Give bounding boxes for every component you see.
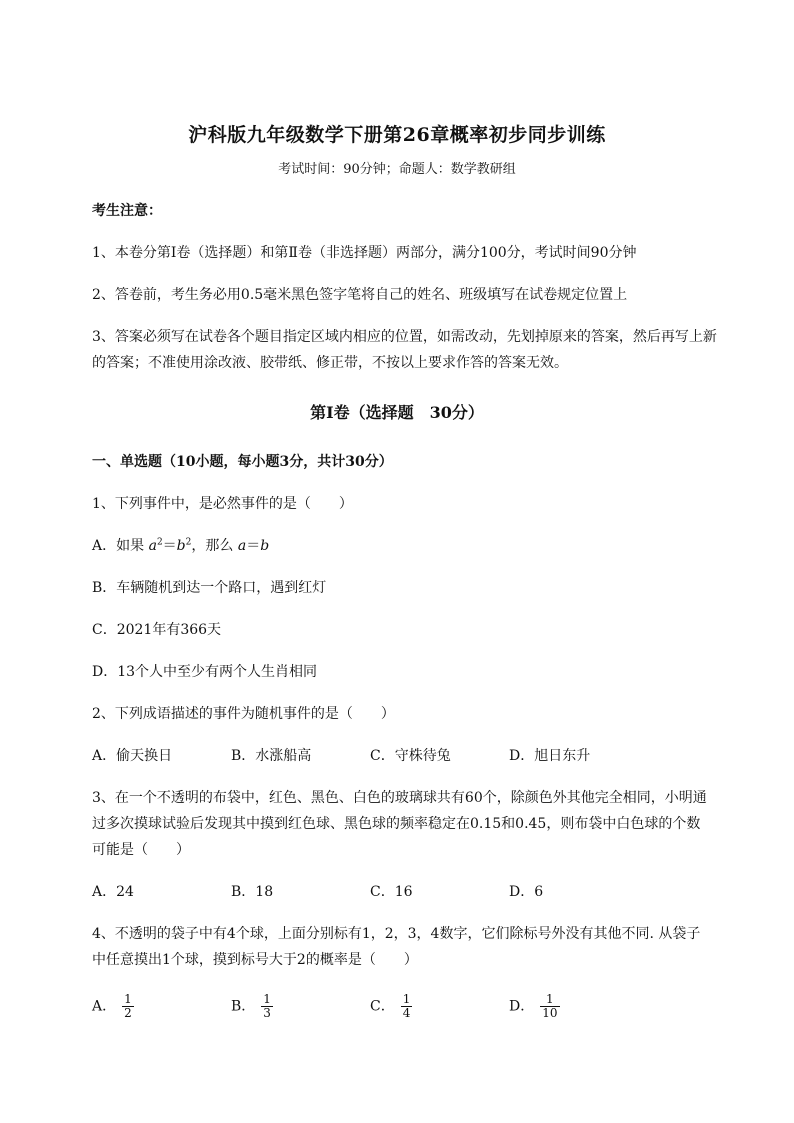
question-1-stem: 1、下列事件中，是必然事件的是（ ） (92, 496, 353, 512)
notice-heading: 考生注意： (92, 203, 162, 219)
fraction-numerator: 1 (263, 992, 271, 1006)
fraction-numerator: 1 (124, 992, 132, 1006)
question-3-stem-line-1: 3、在一个不透明的布袋中，红色、黑色、白色的玻璃球共有60个，除颜色外其他完全相同，小明通 (92, 790, 707, 806)
question-3-stem-line-3: 可能是（ ） (92, 842, 190, 858)
math-var: a (237, 538, 247, 554)
question-4-option-a (92, 993, 134, 1020)
question-3-option-b: B．18 (231, 884, 274, 900)
fraction (401, 993, 413, 1020)
notice-item-3-cont: 的答案；不准使用涂改液、胶带纸、修正带，不按以上要求作答的答案无效。 (92, 355, 568, 371)
fraction-denominator: 2 (124, 1006, 132, 1021)
math-sup: 2 (156, 537, 163, 548)
question-3-option-c: C．16 (370, 884, 413, 900)
option-label: B． (231, 998, 256, 1015)
math-var: b (260, 538, 270, 554)
question-1-option-c: C．2021年有366天 (92, 622, 222, 638)
math-var: a (148, 538, 157, 554)
question-4-option-b (231, 993, 273, 1020)
section-title: 第I卷（选择题 30分） (310, 403, 484, 422)
option-label: D． (509, 998, 535, 1015)
question-1-option-d: D．13个人中至少有两个人生肖相同 (92, 664, 318, 680)
question-3-option-d: D．6 (509, 884, 544, 900)
fraction (261, 993, 273, 1020)
math-sup: 2 (185, 537, 192, 548)
fraction-denominator: 10 (542, 1006, 558, 1021)
fraction-denominator: 3 (263, 1006, 271, 1021)
notice-item-3: 3、答案必须写在试卷各个题目指定区域内相应的位置，如需改动，先划掉原来的答案，然后再写上新 (92, 329, 717, 345)
fraction-numerator: 1 (546, 992, 554, 1006)
question-4-option-c (370, 993, 412, 1020)
question-2-stem: 2、下列成语描述的事件为随机事件的是（ ） (92, 706, 395, 722)
math-var: b (176, 538, 186, 554)
notice-item-1: 1、本卷分第I卷（选择题）和第Ⅱ卷（非选择题）两部分，满分100分，考试时间90分钟 (92, 245, 637, 261)
question-2-option-b: B．水涨船高 (231, 748, 312, 764)
fraction (540, 993, 559, 1020)
question-2-option-c: C．守株待兔 (370, 748, 451, 764)
question-3-stem-line-2: 过多次摸球试验后发现其中摸到红色球、黑色球的频率稳定在0.15和0.45，则布袋中白色球的个数 (92, 816, 701, 832)
question-3-option-a: A．24 (92, 884, 134, 900)
fraction-denominator: 4 (402, 1006, 411, 1021)
page-title: 沪科版九年级数学下册第26章概率初步同步训练 (188, 124, 606, 146)
question-1-option-b: B．车辆随机到达一个路口，遇到红灯 (92, 580, 327, 596)
notice-item-2: 2、答卷前，考生务必用0.5毫米黑色签字笔将自己的姓名、班级填写在试卷规定位置上 (92, 287, 628, 303)
question-4-stem-line-1: 4、不透明的袋子中有4个球，上面分别标有1，2，3，4数字，它们除标号外没有其他不同. 从袋子 (92, 926, 701, 942)
option-label: C． (370, 998, 395, 1015)
question-2-option-a: A．偷天换日 (92, 748, 173, 764)
part-heading: 一、单选题（10小题，每小题3分，共计30分） (92, 454, 393, 470)
question-1-option-a (92, 535, 269, 555)
fraction (122, 993, 134, 1020)
math-eq: ＝ (246, 538, 261, 554)
fraction-numerator: 1 (402, 992, 411, 1006)
page-subtitle: 考试时间：90分钟；命题人：数学教研组 (278, 162, 516, 177)
question-4-stem-line-2: 中任意摸出1个球，摸到标号大于2的概率是（ ） (92, 952, 418, 968)
option-label: A． (92, 998, 117, 1015)
option-a-prefix: A．如果 (92, 538, 145, 554)
question-2-option-d: D．旭日东升 (509, 748, 591, 764)
math-eq: ＝ (162, 538, 177, 554)
option-a-mid: ，那么 (191, 538, 234, 554)
question-4-option-d (509, 993, 560, 1020)
